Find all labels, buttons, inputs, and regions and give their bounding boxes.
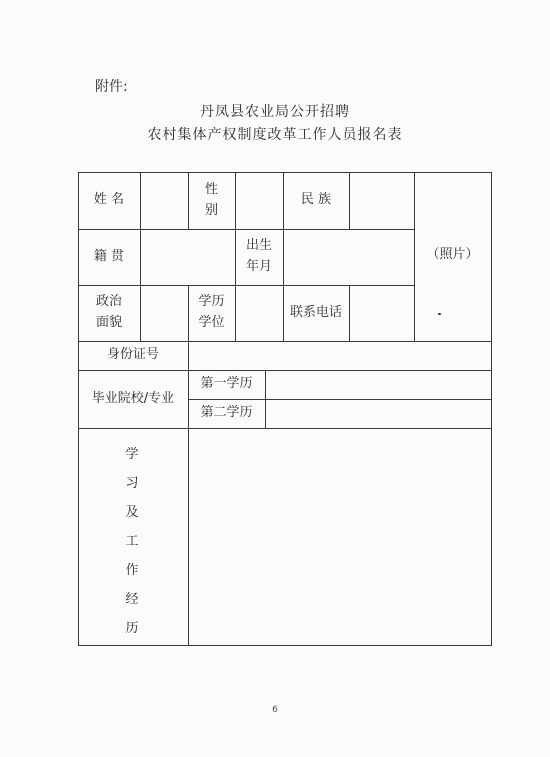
id-number-label: 身份证号: [106, 347, 159, 363]
name-label: 姓 名: [93, 192, 125, 208]
ethnicity-field[interactable]: [349, 172, 414, 229]
phone-label: 联系电话: [289, 304, 342, 320]
native-place-label: 籍 贯: [93, 248, 125, 264]
experience-char: 及: [125, 505, 139, 520]
gender-field[interactable]: [235, 172, 283, 229]
table-border-bottom: [78, 645, 492, 646]
page-number: 6: [272, 705, 278, 715]
native-place-field[interactable]: [140, 229, 235, 285]
school-major-label: 毕业院校/专业: [91, 390, 175, 406]
experience-char: 作: [125, 563, 139, 578]
education-degree-label: 学历 学位: [198, 294, 225, 330]
experience-char: 经: [125, 592, 139, 607]
experience-char: 习: [125, 476, 139, 491]
political-status-label: 政治 面貌: [95, 294, 122, 330]
attachment-label: 附件:: [95, 79, 128, 95]
scan-mark: [438, 313, 441, 315]
id-number-field[interactable]: [188, 341, 491, 370]
political-status-field[interactable]: [140, 285, 188, 341]
birth-field[interactable]: [283, 229, 414, 285]
first-degree-label: 第一学历: [200, 376, 253, 392]
education-degree-field[interactable]: [235, 285, 283, 341]
photo-label: （照片）: [426, 247, 479, 263]
phone-field[interactable]: [349, 285, 414, 341]
second-degree-label: 第二学历: [200, 405, 253, 421]
experience-char: 学: [125, 447, 139, 462]
name-field[interactable]: [140, 172, 188, 229]
experience-char: 历: [125, 621, 139, 636]
ethnicity-label: 民 族: [300, 192, 332, 208]
second-degree-field[interactable]: [265, 399, 491, 428]
experience-field[interactable]: [188, 428, 491, 645]
experience-label: [120, 440, 144, 643]
birth-label: 出生 年月: [245, 238, 272, 274]
title-line-1: 丹凤县农业局公开招聘: [200, 104, 350, 120]
experience-char: 工: [125, 534, 139, 549]
table-border-right: [491, 172, 492, 646]
first-degree-field[interactable]: [265, 370, 491, 399]
photo-cell[interactable]: [414, 172, 491, 341]
title-line-2: 农村集体产权制度改革工作人员报名表: [147, 127, 403, 143]
gender-label: 性 别: [204, 181, 218, 218]
